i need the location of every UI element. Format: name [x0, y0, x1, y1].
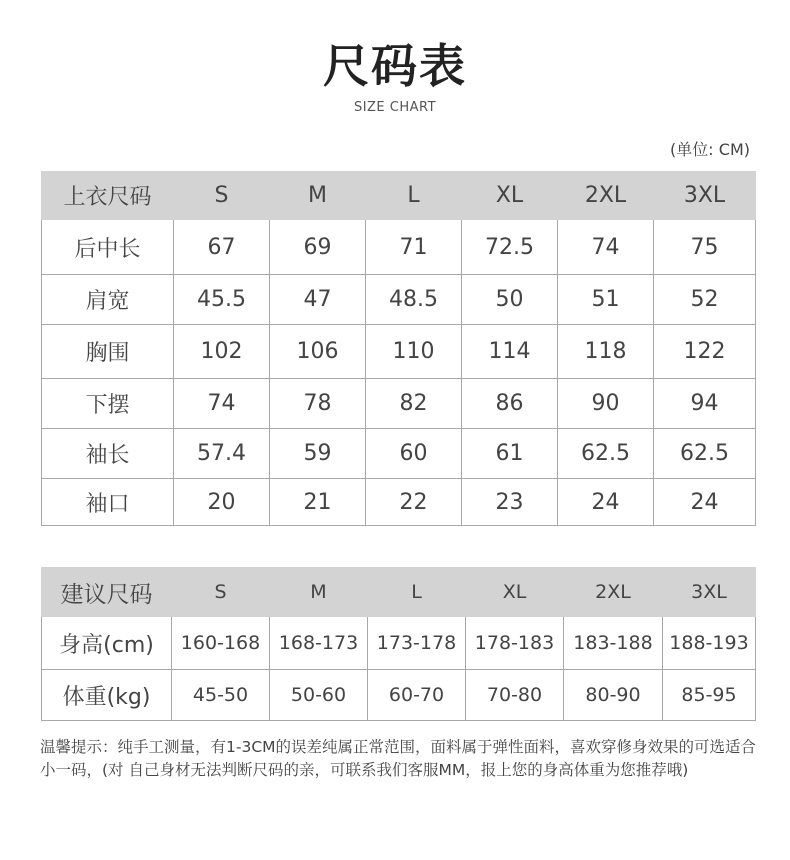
table-cell: 188-193	[663, 617, 756, 670]
table-cell: 57.4	[174, 429, 270, 479]
table-cell: 51	[558, 275, 654, 325]
column-header: M	[270, 172, 366, 220]
table-cell: 72.5	[462, 220, 558, 275]
table-cell: 78	[270, 379, 366, 429]
table-cell: 90	[558, 379, 654, 429]
page-title: 尺码表	[323, 39, 467, 93]
table-cell: 70-80	[466, 670, 564, 721]
table-cell: 50-60	[270, 670, 368, 721]
table-row	[42, 325, 756, 379]
table-cell: 122	[654, 325, 756, 379]
recommended-size-table	[41, 567, 756, 721]
table-row	[42, 275, 756, 325]
table-cell: 110	[366, 325, 462, 379]
column-header: 2XL	[564, 568, 663, 617]
table-cell: 118	[558, 325, 654, 379]
table-header-row	[42, 568, 756, 617]
table-cell: 106	[270, 325, 366, 379]
table-cell: 61	[462, 429, 558, 479]
column-header: M	[270, 568, 368, 617]
table-cell: 45-50	[172, 670, 270, 721]
table-cell: 160-168	[172, 617, 270, 670]
table-cell: 94	[654, 379, 756, 429]
table-cell: 21	[270, 479, 366, 526]
column-header: S	[174, 172, 270, 220]
column-header: 3XL	[654, 172, 756, 220]
row-label: 后中长	[42, 220, 174, 275]
row-label: 身高(cm)	[42, 617, 172, 670]
garment-size-table	[41, 171, 756, 526]
column-header: XL	[466, 568, 564, 617]
table-cell: 62.5	[558, 429, 654, 479]
table-cell: 85-95	[663, 670, 756, 721]
table-cell: 74	[558, 220, 654, 275]
table-cell: 74	[174, 379, 270, 429]
table-cell: 69	[270, 220, 366, 275]
table-cell: 45.5	[174, 275, 270, 325]
table-cell: 80-90	[564, 670, 663, 721]
table-cell: 82	[366, 379, 462, 429]
row-label: 肩宽	[42, 275, 174, 325]
table-cell: 183-188	[564, 617, 663, 670]
table-cell: 178-183	[466, 617, 564, 670]
table-cell: 67	[174, 220, 270, 275]
table-row	[42, 220, 756, 275]
table-cell: 102	[174, 325, 270, 379]
table-row	[42, 670, 756, 721]
column-header: 3XL	[663, 568, 756, 617]
row-label: 体重(kg)	[42, 670, 172, 721]
table-cell: 48.5	[366, 275, 462, 325]
row-label: 下摆	[42, 379, 174, 429]
column-header: L	[368, 568, 466, 617]
table-cell: 60-70	[368, 670, 466, 721]
table-cell: 20	[174, 479, 270, 526]
size-tip-note: 温馨提示：纯手工测量，有1-3CM的误差纯属正常范围，面料属于弹性面料，喜欢穿修身效果的可选适合小一码，(对 自己身材无法判断尺码的亲，可联系我们客服MM，报上您的身高体重为您推荐哦)	[40, 738, 757, 779]
row-label: 胸围	[42, 325, 174, 379]
table-row	[42, 379, 756, 429]
row-label: 袖口	[42, 479, 174, 526]
unit-label: (单位: CM)	[670, 140, 750, 159]
table-cell: 24	[558, 479, 654, 526]
table-cell: 52	[654, 275, 756, 325]
page-subtitle: SIZE CHART	[353, 100, 437, 115]
table-cell: 62.5	[654, 429, 756, 479]
table-cell: 24	[654, 479, 756, 526]
table-row	[42, 429, 756, 479]
row-label: 袖长	[42, 429, 174, 479]
table-cell: 173-178	[368, 617, 466, 670]
table-cell: 23	[462, 479, 558, 526]
column-header: 2XL	[558, 172, 654, 220]
table-cell: 75	[654, 220, 756, 275]
table-cell: 60	[366, 429, 462, 479]
column-header: XL	[462, 172, 558, 220]
table-row	[42, 617, 756, 670]
table-cell: 114	[462, 325, 558, 379]
table-cell: 22	[366, 479, 462, 526]
table-cell: 71	[366, 220, 462, 275]
table-cell: 47	[270, 275, 366, 325]
table-row	[42, 479, 756, 526]
table-cell: 50	[462, 275, 558, 325]
column-header: 上衣尺码	[42, 172, 174, 220]
column-header: 建议尺码	[42, 568, 172, 617]
column-header: S	[172, 568, 270, 617]
table-cell: 168-173	[270, 617, 368, 670]
table-cell: 59	[270, 429, 366, 479]
column-header: L	[366, 172, 462, 220]
table-cell: 86	[462, 379, 558, 429]
table-header-row	[42, 172, 756, 220]
